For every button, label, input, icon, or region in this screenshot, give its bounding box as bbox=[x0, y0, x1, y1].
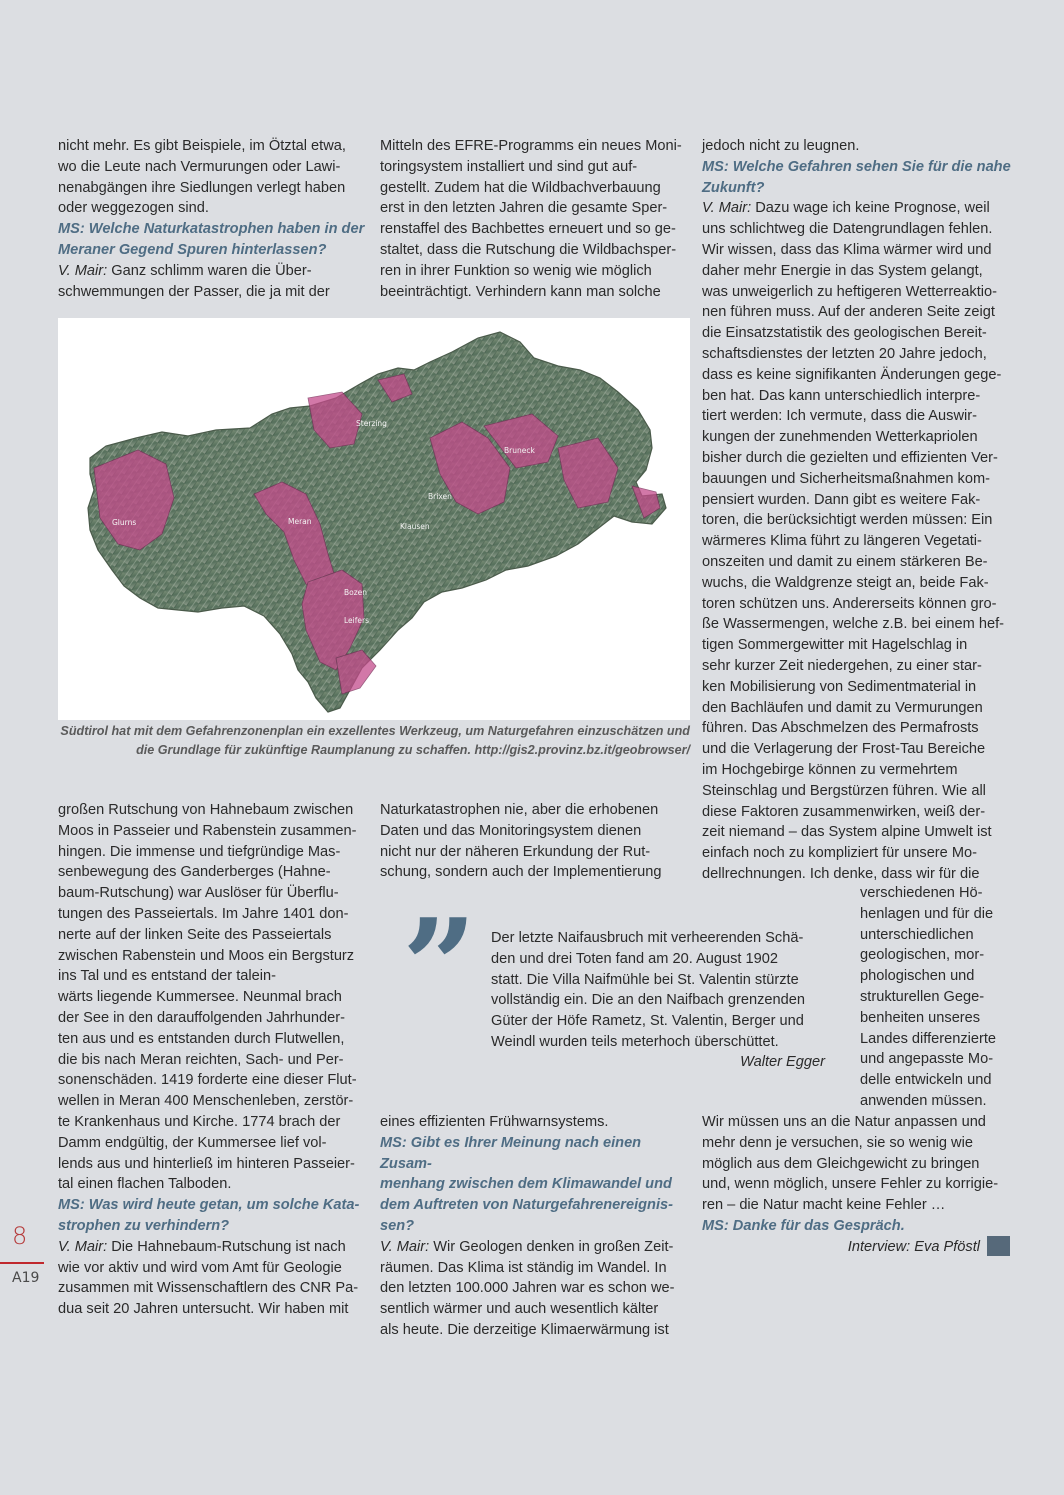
text-line: wuchs, die Waldgrenze steigt an, beide Fak- bbox=[702, 574, 989, 591]
text-line: Güter der Höfe Rametz, St. Valentin, Berger und bbox=[491, 1013, 804, 1030]
text-line: staltet, dass die Rutschung die Wildbachsper- bbox=[380, 241, 677, 258]
text-line: räumen. Das Klima ist ständig im Wandel. In bbox=[380, 1259, 667, 1276]
text-line: delle entwickeln und bbox=[860, 1072, 992, 1089]
text-line: Daten und das Monitoringsystem dienen bbox=[380, 822, 642, 839]
text-line: tiert werden: Ich vermute, dass die Auswir- bbox=[702, 408, 977, 425]
text-line: Steinschlag und Bergstürzen führen. Wie all bbox=[702, 782, 986, 799]
text-line: vollständig ein. Die an den Naifbach grenzenden bbox=[491, 992, 805, 1009]
end-square bbox=[987, 1236, 1010, 1256]
page-code: A19 bbox=[12, 1270, 40, 1286]
text-line: großen Rutschung von Hahnebaum zwischen bbox=[58, 802, 354, 818]
interview-question: sen? bbox=[380, 1217, 415, 1234]
text-line: nicht mehr. Es gibt Beispiele, im Ötztal etwa, bbox=[58, 138, 346, 154]
interview-question: dem Auftreten von Naturgefahrenereignis- bbox=[380, 1197, 674, 1214]
col2-bottom-text bbox=[380, 1112, 694, 1341]
text-span: Dazu wage ich keine Prognose, weil bbox=[751, 200, 990, 217]
text-line: nen führen muss. Auf der anderen Seite zeigt bbox=[702, 304, 995, 321]
answer-line bbox=[380, 1237, 694, 1258]
text-line: möglich aus dem Gleichgewicht zu bringen bbox=[702, 1155, 980, 1172]
text-line: und angepasste Mo- bbox=[860, 1051, 994, 1068]
text-line: jedoch nicht zu leugnen. bbox=[702, 138, 860, 154]
answer-line bbox=[58, 1237, 374, 1258]
text-line: schwemmungen der Passer, die ja mit der bbox=[58, 283, 330, 300]
text-line: dass es keine signifikanten Änderungen gege- bbox=[702, 366, 1002, 383]
text-line: nicht nur der näheren Erkundung der Rut- bbox=[380, 843, 651, 860]
col2-mid-lines bbox=[380, 800, 692, 883]
text-line: die bis nach Meran reichten, Sach- und Per- bbox=[58, 1051, 344, 1068]
text-line: strukturellen Gege- bbox=[860, 988, 985, 1005]
caption-line: Südtirol hat mit dem Gefahrenzonenplan ein exzellentes Werkzeug, um Naturgefahren einzuschätzen und bbox=[60, 724, 690, 738]
text-line: was unweigerlich zu heftigeren Wetterreaktio- bbox=[702, 283, 997, 300]
quote-lines bbox=[491, 928, 831, 1053]
page-rule bbox=[0, 1262, 44, 1264]
text-line: wo die Leute nach Vermurungen oder Lawi- bbox=[58, 158, 341, 175]
speaker-label: V. Mair: bbox=[702, 200, 752, 217]
text-line: beeinträchtigt. Verhindern kann man solche bbox=[380, 283, 661, 300]
text-line: tungen des Passeiertals. Im Jahre 1401 don- bbox=[58, 905, 349, 922]
text-line: phologischen und bbox=[860, 968, 975, 985]
text-line: im Hochgebirge können zu vermehrtem bbox=[702, 761, 958, 778]
text-line: benheiten unseres bbox=[860, 1009, 981, 1026]
text-line: eines effizienten Frühwarnsystems. bbox=[380, 1114, 609, 1130]
south-tyrol-outline bbox=[88, 332, 666, 712]
text-line: Moos in Passeier und Rabenstein zusammen- bbox=[58, 822, 357, 839]
text-line: Naturkatastrophen nie, aber die erhobenen bbox=[380, 802, 659, 818]
text-line: dua seit 20 Jahren untersucht. Wir haben mit bbox=[58, 1301, 349, 1318]
text-line: ken Mobilisierung von Sedimentmaterial in bbox=[702, 678, 977, 695]
map-svg bbox=[58, 318, 690, 720]
map-label: Sterzing bbox=[356, 419, 387, 428]
text-span: Wir Geologen denken in großen Zeit- bbox=[429, 1238, 674, 1255]
text-line: pensiert wurden. Dann gibt es weitere Fak- bbox=[702, 491, 981, 508]
text-line: Mitteln des EFRE-Programms ein neues Moni- bbox=[380, 138, 682, 154]
text-line: ben hat. Das kann unterschiedlich interpre- bbox=[702, 387, 981, 404]
text-line: anwenden müssen. bbox=[860, 1092, 987, 1109]
text-line: führen. Das Abschmelzen des Permafrosts bbox=[702, 720, 979, 737]
text-line: sehr kurzer Zeit niedergehen, zu einer star- bbox=[702, 657, 982, 674]
quote-author: Walter Egger bbox=[740, 1054, 825, 1070]
text-line: hingen. Die immense und tiefgründige Mas- bbox=[58, 843, 341, 860]
text-line: schaftsdienstes der letzten 20 Jahre jedoch, bbox=[702, 345, 987, 362]
text-line: den Bachläufen und damit zu Vermurungen bbox=[702, 699, 983, 716]
text-line: ren – die Natur macht keine Fehler … bbox=[702, 1197, 946, 1214]
text-line: Der letzte Naifausbruch mit verheerenden Schä- bbox=[491, 930, 804, 946]
col2-mid-text bbox=[380, 800, 692, 883]
text-line: tal einen flachen Talboden. bbox=[58, 1176, 232, 1193]
text-line: und die Verlagerung der Frost-Tau Bereiche bbox=[702, 741, 986, 758]
text-line: ren in ihrer Funktion so wenig wie möglich bbox=[380, 262, 652, 279]
hazard-zone-map bbox=[58, 318, 690, 720]
map-label: Klausen bbox=[400, 522, 430, 531]
text-line: wie vor aktiv und wird vom Amt für Geologie bbox=[58, 1259, 342, 1276]
text-line: Wir müssen uns an die Natur anpassen und bbox=[702, 1114, 986, 1130]
text-line: te Krankenhaus und Kirche. 1774 brach der bbox=[58, 1113, 341, 1130]
answer-line bbox=[702, 198, 1014, 219]
map-label: Bruneck bbox=[504, 446, 535, 455]
speaker-label: V. Mair: bbox=[58, 1238, 108, 1255]
text-line: tigen Sommergewitter mit Hagelschlag in bbox=[702, 637, 968, 654]
interview-question: MS: Welche Naturkatastrophen haben in der bbox=[58, 221, 365, 238]
text-line: verschiedenen Hö- bbox=[860, 885, 983, 901]
text-line: den letzten 100.000 Jahren war es schon we- bbox=[380, 1280, 675, 1297]
text-line: daher mehr Energie in das System gelangt, bbox=[702, 262, 983, 279]
text-line: Weindl wurden teils meterhoch überschüttet. bbox=[491, 1033, 779, 1050]
col3-text bbox=[702, 136, 1014, 885]
text-line: nerte auf der linken Seite des Passeiertals bbox=[58, 926, 332, 943]
map-label: Brixen bbox=[428, 492, 452, 501]
text-line: zusammen mit Wissenschaftlern des CNR Pa- bbox=[58, 1280, 359, 1297]
text-line: ten aus und es entstanden durch Flutwellen, bbox=[58, 1030, 345, 1047]
text-line: ße Wassermengen, welche z.B. bei einem hef- bbox=[702, 616, 1005, 633]
text-span: Die Hahnebaum-Rutschung ist nach bbox=[107, 1238, 346, 1255]
answer-line bbox=[58, 261, 370, 282]
text-line: als heute. Die derzeitige Klimaerwärmung ist bbox=[380, 1321, 669, 1338]
text-line: uns schlichtweg die Datengrundlagen fehlen. bbox=[702, 221, 993, 238]
text-line: einfach noch zu kompliziert für unsere Mo- bbox=[702, 845, 977, 862]
interview-question: strophen zu verhindern? bbox=[58, 1217, 230, 1234]
quote-mark-icon: ” bbox=[402, 890, 477, 1043]
text-line: oder weggezogen sind. bbox=[58, 200, 209, 217]
text-line: lends aus und hinterließ im hinteren Passeier- bbox=[58, 1155, 355, 1172]
text-line: kungen der zunehmenden Wetterkapriolen bbox=[702, 429, 978, 446]
text-line: henlagen und für die bbox=[860, 905, 994, 922]
text-line: erst in den letzten Jahren die gesamte Sper- bbox=[380, 200, 668, 217]
text-line: senbewegung des Ganderberges (Hahne- bbox=[58, 864, 331, 881]
text-line: schung, sondern auch der Implementierung bbox=[380, 864, 662, 881]
pull-quote bbox=[491, 928, 831, 1053]
interview-question: Meraner Gegend Spuren hinterlassen? bbox=[58, 241, 327, 258]
interview-question: MS: Welche Gefahren sehen Sie für die nahe bbox=[702, 158, 1011, 175]
text-line: wellen in Meran 400 Menschenleben, zerstör- bbox=[58, 1093, 354, 1110]
text-line: renstaffel des Bachbettes erneuert und so ge- bbox=[380, 221, 676, 238]
text-line: nenabgängen ihre Siedlungen verlegt haben bbox=[58, 179, 346, 196]
interview-question: Zukunft? bbox=[702, 179, 765, 196]
text-line: toringsystem installiert und sind gut auf- bbox=[380, 158, 638, 175]
text-line: wärts liegende Kummersee. Neunmal brach bbox=[58, 989, 342, 1006]
text-line: toren schützen uns. Andererseits können gro- bbox=[702, 595, 997, 612]
text-line: Wir wissen, dass das Klima wärmer wird und bbox=[702, 241, 992, 258]
col1-top-text bbox=[58, 136, 370, 302]
col1-bottom-text bbox=[58, 800, 374, 1320]
map-label: Leifers bbox=[344, 616, 369, 625]
interview-question: MS: Was wird heute getan, um solche Kata- bbox=[58, 1197, 360, 1214]
text-line: sonenschäden. 1419 forderte eine dieser Flut- bbox=[58, 1072, 357, 1089]
text-line: und, wenn möglich, unsere Fehler zu korrigie- bbox=[702, 1176, 999, 1193]
map-label: Bozen bbox=[344, 588, 368, 597]
text-line: sentlich wärmer und auch wesentlich kälter bbox=[380, 1301, 659, 1318]
text-line: zeit niemand – das System alpine Umwelt ist bbox=[702, 824, 992, 841]
text-line: geologischen, mor- bbox=[860, 947, 985, 964]
map-caption bbox=[58, 722, 690, 760]
text-line: wärmeres Klima führt zu längeren Vegetati- bbox=[702, 533, 982, 550]
caption-line: die Grundlage für zukünftige Raumplanung zu schaffen. http://gis2.provinz.bz.it/geobrowser/ bbox=[136, 743, 690, 757]
col3-narrow-lines bbox=[860, 883, 1020, 1112]
interview-question: MS: Gibt es Ihrer Meinung nach einen Zusam- bbox=[380, 1134, 642, 1172]
map-label: Meran bbox=[288, 517, 312, 526]
interview-signature: Interview: Eva Pföstl bbox=[847, 1238, 980, 1255]
text-line: statt. Die Villa Naifmühle bei St. Valentin stürzte bbox=[491, 971, 799, 988]
page-number: 8 bbox=[12, 1222, 28, 1250]
speaker-label: V. Mair: bbox=[380, 1238, 430, 1255]
col3-bottom-text bbox=[702, 1112, 1014, 1258]
text-line: mehr denn je versuchen, sie so wenig wie bbox=[702, 1134, 973, 1151]
text-line: gestellt. Zudem hat die Wildbachverbauung bbox=[380, 179, 661, 196]
interview-question: menhang zwischen dem Klimawandel und bbox=[380, 1176, 672, 1193]
text-line: toren, die berücksichtigt werden müssen: Ein bbox=[702, 512, 993, 529]
text-line: zwischen Rabenstein und Moos ein Bergsturz bbox=[58, 947, 355, 964]
col2-top-text bbox=[380, 136, 692, 302]
text-line: bisher durch die gezielten und effizienten Ver- bbox=[702, 449, 998, 466]
text-span: Ganz schlimm waren die Über- bbox=[107, 262, 312, 279]
col3-narrow-text bbox=[860, 883, 1020, 1112]
text-line: onszeiten und damit zu einem stärkeren Be- bbox=[702, 553, 988, 570]
text-line: die Einsatzstatistik des geologischen Bereit- bbox=[702, 325, 987, 342]
speaker-label: V. Mair: bbox=[58, 262, 108, 279]
text-line: unterschiedlichen bbox=[860, 926, 974, 943]
col3-lines bbox=[702, 219, 1014, 885]
text-line: den und drei Toten fand am 20. August 1902 bbox=[491, 950, 778, 967]
map-label: Glurns bbox=[112, 518, 137, 527]
text-line: bauungen und Sicherheitsmaßnahmen kom- bbox=[702, 470, 990, 487]
interview-question: MS: Danke für das Gespräch. bbox=[702, 1217, 905, 1234]
text-line: Damm endgültig, der Kummersee lief vol- bbox=[58, 1134, 327, 1151]
text-line: dellrechnungen. Ich denke, dass wir für die bbox=[702, 865, 980, 882]
text-line: ins Tal und es entstand der talein- bbox=[58, 968, 276, 985]
text-line: Landes differenzierte bbox=[860, 1030, 997, 1047]
col1-bottom-lines bbox=[58, 800, 374, 1195]
text-line: diese Faktoren zusammenwirken, weiß der- bbox=[702, 803, 986, 820]
text-line: baum-Rutschung) war Auslöser für Überflu- bbox=[58, 885, 339, 902]
text-line: der See in den darauffolgenden Jahrhunder- bbox=[58, 1009, 345, 1026]
